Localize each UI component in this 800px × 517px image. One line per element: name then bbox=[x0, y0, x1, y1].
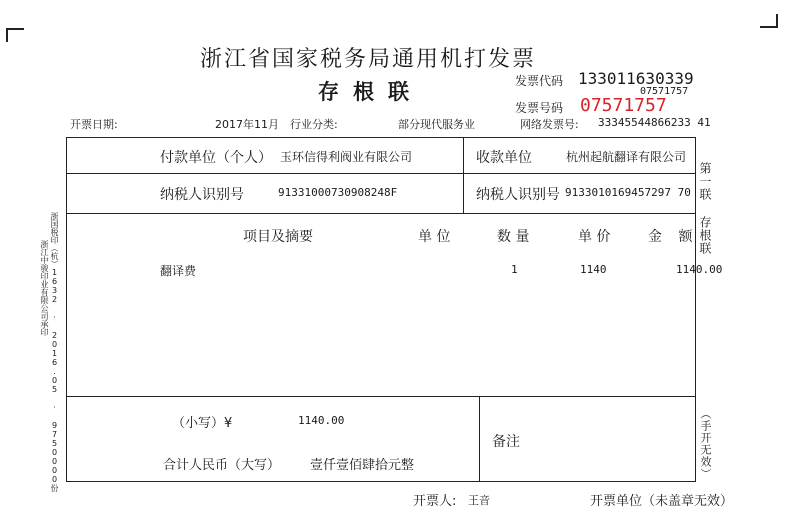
payee-tax-label: 纳税人识别号 bbox=[476, 187, 560, 203]
payer-label: 付款单位（个人） bbox=[160, 150, 272, 166]
column-header-item: 项目及摘要 bbox=[243, 229, 313, 245]
issuer-name: 王音 bbox=[468, 494, 490, 507]
net-invoice-no-label: 网络发票号: bbox=[520, 118, 579, 131]
line-remark-divider bbox=[479, 396, 480, 482]
column-header-amount: 金 额 bbox=[648, 229, 699, 245]
small-amount-label: （小写）¥ bbox=[172, 416, 233, 431]
payee-tax-no: 9133010169457297 70 bbox=[565, 186, 691, 199]
line-payer-row bbox=[67, 173, 695, 174]
remark-label: 备注 bbox=[492, 434, 520, 450]
side-text-right-bottom: （手开无效） bbox=[699, 408, 712, 480]
net-invoice-no: 33345544866233 41 bbox=[598, 116, 711, 129]
issue-date: 2017年11月 bbox=[215, 118, 279, 131]
industry-value: 部分现代服务业 bbox=[398, 118, 475, 131]
line-item-amount: 1140.00 bbox=[676, 263, 723, 276]
invoice-subtitle: 存根联 bbox=[318, 79, 423, 104]
crop-mark-top-left bbox=[6, 28, 24, 42]
column-header-unit: 单 位 bbox=[418, 229, 451, 245]
line-total-top bbox=[67, 396, 695, 397]
invoice-code: 133011630339 bbox=[578, 69, 694, 88]
total-in-words: 壹仟壹佰肆拾元整 bbox=[310, 458, 415, 473]
industry-label: 行业分类: bbox=[290, 118, 338, 131]
payer-tax-no: 91331000730908248F bbox=[278, 186, 398, 199]
issuer-unit-label: 开票单位（未盖章无效） bbox=[590, 494, 734, 509]
line-item-description: 翻译费 bbox=[160, 264, 197, 278]
line-item-qty: 1 bbox=[511, 263, 518, 276]
side-text-left-1: 浙国税印（杭）1632 · 2016.05 · 9750000份 bbox=[50, 212, 59, 492]
payer-tax-label: 纳税人识别号 bbox=[160, 187, 244, 203]
small-amount: 1140.00 bbox=[298, 414, 345, 427]
issue-date-label: 开票日期: bbox=[70, 118, 118, 131]
column-header-price: 单 价 bbox=[578, 229, 611, 245]
line-header-row bbox=[67, 213, 695, 214]
payee-label: 收款单位 bbox=[476, 150, 532, 166]
payee-name: 杭州起航翻译有限公司 bbox=[566, 150, 687, 164]
invoice-no: 07571757 bbox=[580, 95, 667, 116]
crop-mark-top-right bbox=[760, 14, 778, 28]
line-item-price: 1140 bbox=[580, 263, 607, 276]
invoice-no-label: 发票号码 bbox=[515, 101, 564, 115]
side-text-right-top: 第一联 存根联 bbox=[698, 162, 712, 255]
invoice-code-label: 发票代码 bbox=[515, 74, 564, 88]
issuer-label: 开票人: bbox=[413, 494, 457, 509]
invoice-code-small: 07571757 bbox=[640, 86, 689, 97]
invoice-title: 浙江省国家税务局通用机打发票 bbox=[200, 47, 537, 72]
side-text-left-2: 浙江中骏印业有限公司承印 bbox=[40, 240, 49, 336]
column-header-qty: 数 量 bbox=[497, 229, 530, 245]
line-payer-payee-divider bbox=[463, 138, 464, 213]
payer-name: 玉环信得利阀业有限公司 bbox=[280, 150, 413, 164]
total-label: 合计人民币（大写） bbox=[163, 458, 281, 473]
